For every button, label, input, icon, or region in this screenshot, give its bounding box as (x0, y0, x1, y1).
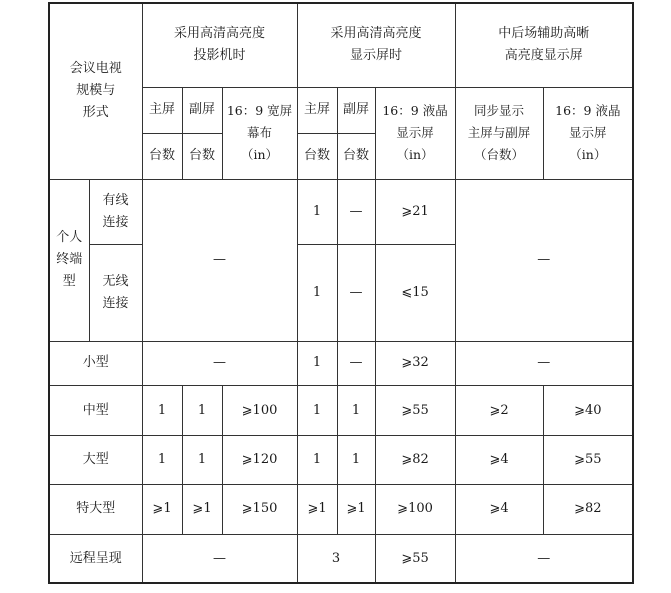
wired-connection-label: 有线 连接 (89, 179, 142, 244)
wired-display-main: 1 (297, 179, 337, 244)
table-row (49, 385, 633, 435)
personal-terminal-label: 个人 终端 型 (49, 179, 89, 341)
wired-display-size: ⩾21 (375, 179, 455, 244)
medium-projector-size: ⩾100 (222, 385, 297, 435)
remote-display-units: 3 (297, 535, 375, 583)
xlarge-projector-size: ⩾150 (222, 484, 297, 534)
large-auxiliary-sync: ⩾4 (455, 436, 543, 484)
remote-display-size: ⩾55 (375, 535, 455, 583)
xlarge-display-main: ⩾1 (297, 484, 337, 534)
table-row (49, 179, 633, 244)
large-display-size: ⩾82 (375, 436, 455, 484)
auxiliary-size-header: 16：9 液晶 显示屏 （in） (543, 87, 633, 179)
wireless-display-size: ⩽15 (375, 245, 455, 342)
table-row (49, 484, 633, 534)
xlarge-auxiliary-size: ⩾82 (543, 484, 633, 534)
display-main-screen-header: 主屏 (297, 87, 337, 133)
personal-projector-cell: — (142, 179, 297, 341)
medium-display-main: 1 (297, 385, 337, 435)
header-row-groups (49, 3, 633, 87)
display-main-units: 台数 (297, 133, 337, 179)
conference-display-table (48, 2, 634, 584)
large-projector-main: 1 (142, 436, 182, 484)
display-group-header: 采用高清高亮度 显示屏时 (297, 3, 455, 87)
large-projector-sub: 1 (182, 436, 222, 484)
remote-projector: — (142, 535, 297, 583)
auxiliary-sync-header: 同步显示 主屏与副屏 （台数） (455, 87, 543, 179)
table-row (49, 436, 633, 484)
large-auxiliary-size: ⩾55 (543, 436, 633, 484)
projector-main-units: 台数 (142, 133, 182, 179)
projector-main-screen-header: 主屏 (142, 87, 182, 133)
wireless-display-sub: — (337, 245, 375, 342)
large-projector-size: ⩾120 (222, 436, 297, 484)
medium-projector-main: 1 (142, 385, 182, 435)
medium-label: 中型 (49, 385, 142, 435)
small-display-main: 1 (297, 341, 337, 385)
medium-display-size: ⩾55 (375, 385, 455, 435)
projector-sub-units: 台数 (182, 133, 222, 179)
projector-group-header: 采用高清高亮度 投影机时 (142, 3, 297, 87)
large-display-main: 1 (297, 436, 337, 484)
medium-display-sub: 1 (337, 385, 375, 435)
wired-display-sub: — (337, 179, 375, 244)
xlarge-projector-sub: ⩾1 (182, 484, 222, 534)
xlarge-projector-main: ⩾1 (142, 484, 182, 534)
table-row (49, 341, 633, 385)
wireless-connection-label: 无线 连接 (89, 245, 142, 342)
table-container (48, 2, 632, 584)
medium-projector-sub: 1 (182, 385, 222, 435)
auxiliary-group-header: 中后场辅助高晰 高亮度显示屏 (455, 3, 633, 87)
xlarge-auxiliary-sync: ⩾4 (455, 484, 543, 534)
medium-auxiliary-size: ⩾40 (543, 385, 633, 435)
xlarge-display-sub: ⩾1 (337, 484, 375, 534)
projector-sub-screen-header: 副屏 (182, 87, 222, 133)
large-display-sub: 1 (337, 436, 375, 484)
table-row (49, 535, 633, 583)
wireless-display-main: 1 (297, 245, 337, 342)
remote-label: 远程呈现 (49, 535, 142, 583)
display-sub-screen-header: 副屏 (337, 87, 375, 133)
small-projector: — (142, 341, 297, 385)
display-sub-units: 台数 (337, 133, 375, 179)
xlarge-display-size: ⩾100 (375, 484, 455, 534)
display-size-header: 16：9 液晶 显示屏 （in） (375, 87, 455, 179)
large-label: 大型 (49, 436, 142, 484)
corner-header: 会议电视 规模与 形式 (49, 3, 142, 179)
small-display-size: ⩾32 (375, 341, 455, 385)
remote-auxiliary: — (455, 535, 633, 583)
small-label: 小型 (49, 341, 142, 385)
small-display-sub: — (337, 341, 375, 385)
personal-auxiliary-cell: — (455, 179, 633, 341)
projector-size-header: 16：9 宽屏 幕布 （in） (222, 87, 297, 179)
medium-auxiliary-sync: ⩾2 (455, 385, 543, 435)
small-auxiliary: — (455, 341, 633, 385)
xlarge-label: 特大型 (49, 484, 142, 534)
